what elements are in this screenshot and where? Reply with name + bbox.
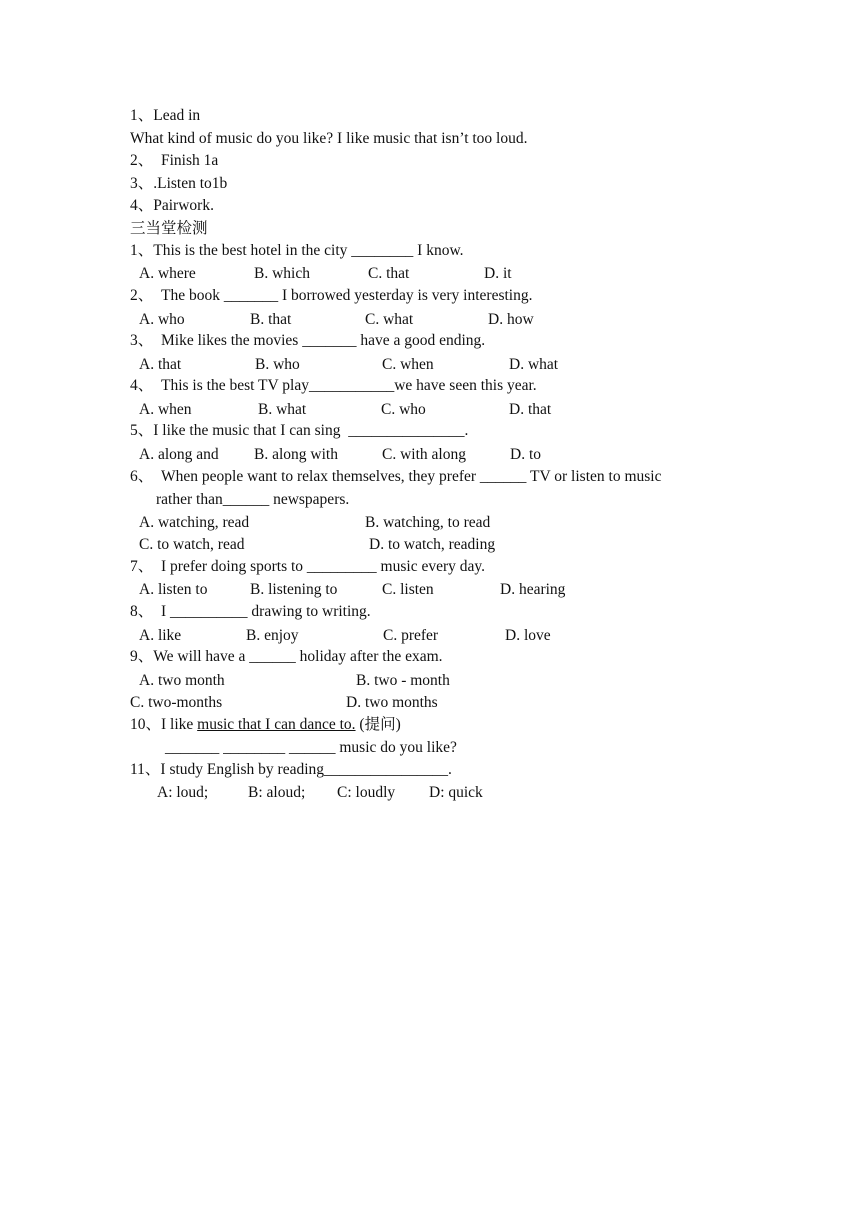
question-6-stem: 6、 When people want to relax themselves, they prefer ______ TV or listen to music — [130, 468, 662, 485]
question-2-option-d: D. how — [488, 311, 534, 328]
question-6-option-b: B. watching, to read — [365, 514, 491, 531]
question-3-option-b: B. who — [255, 356, 300, 373]
question-1-option-b: B. which — [254, 265, 310, 282]
question-9-option-d: D. two months — [346, 694, 438, 711]
question-10-answer-line: _______ ________ ______ music do you like? — [165, 739, 457, 756]
question-11-option-c: C: loudly — [337, 784, 396, 801]
question-2-stem: 2、 The book _______ I borrowed yesterday is very interesting. — [130, 287, 533, 304]
step-finish-1a: 2、 Finish 1a — [130, 152, 219, 169]
question-3-option-c: C. when — [382, 356, 434, 373]
question-3-option-a: A. that — [139, 356, 182, 373]
question-1-option-d: D. it — [484, 265, 512, 282]
question-2-option-b: B. that — [250, 311, 292, 328]
lead-in-heading: 1、Lead in — [130, 107, 201, 124]
question-9-option-a: A. two month — [139, 672, 225, 689]
question-10-prefix: 10、I like — [130, 716, 198, 733]
question-10-stem — [130, 715, 401, 735]
question-7-stem: 7、 I prefer doing sports to _________ music every day. — [130, 558, 485, 575]
question-9-stem: 9、We will have a ______ holiday after the exam. — [130, 648, 443, 665]
question-11-option-b: B: aloud; — [248, 784, 306, 801]
question-5-option-d: D. to — [510, 446, 541, 463]
question-4-option-a: A. when — [139, 401, 192, 418]
question-4-option-c: C. who — [381, 401, 426, 418]
question-8-option-d: D. love — [505, 627, 551, 644]
question-8-option-a: A. like — [139, 627, 182, 644]
question-7-option-a: A. listen to — [139, 581, 208, 598]
question-1-stem: 1、This is the best hotel in the city ________ I know. — [130, 242, 464, 259]
question-5-option-b: B. along with — [254, 446, 338, 463]
question-11-option-d: D: quick — [429, 784, 483, 801]
question-5-option-c: C. with along — [382, 446, 466, 463]
question-8-option-c: C. prefer — [383, 627, 439, 644]
question-1-option-c: C. that — [368, 265, 410, 282]
question-7-option-d: D. hearing — [500, 581, 566, 598]
question-10-underlined-phrase: music that I can dance to. — [197, 716, 356, 733]
question-11-option-a: A: loud; — [157, 784, 209, 801]
question-5-option-a: A. along and — [139, 446, 219, 463]
question-3-stem: 3、 Mike likes the movies _______ have a good ending. — [130, 332, 486, 349]
question-2-option-a: A. who — [139, 311, 185, 328]
question-10-suffix: (提问) — [355, 716, 401, 733]
question-9-option-c: C. two-months — [130, 694, 223, 711]
question-8-stem: 8、 I __________ drawing to writing. — [130, 603, 371, 620]
question-6-option-d: D. to watch, reading — [369, 536, 496, 553]
section-title: 三当堂检测 — [130, 220, 208, 237]
question-4-option-b: B. what — [258, 401, 307, 418]
question-6-option-a: A. watching, read — [139, 514, 250, 531]
question-11-stem: 11、I study English by reading________________. — [130, 761, 452, 778]
question-5-stem: 5、I like the music that I can sing _______________. — [130, 422, 469, 439]
question-3-option-d: D. what — [509, 356, 559, 373]
question-4-stem: 4、 This is the best TV play___________we have seen this year. — [130, 377, 537, 394]
question-2-option-c: C. what — [365, 311, 414, 328]
question-8-option-b: B. enjoy — [246, 627, 299, 644]
step-listen-1b: 3、.Listen to1b — [130, 175, 228, 192]
lead-in-question: What kind of music do you like? I like music that isn’t too loud. — [130, 130, 528, 147]
question-7-option-b: B. listening to — [250, 581, 338, 598]
question-6-stem-continued: rather than______ newspapers. — [156, 491, 350, 508]
question-9-option-b: B. two - month — [356, 672, 450, 689]
question-7-option-c: C. listen — [382, 581, 434, 598]
question-1-option-a: A. where — [139, 265, 196, 282]
question-4-option-d: D. that — [509, 401, 552, 418]
step-pairwork: 4、Pairwork. — [130, 197, 214, 214]
question-6-option-c: C. to watch, read — [139, 536, 245, 553]
